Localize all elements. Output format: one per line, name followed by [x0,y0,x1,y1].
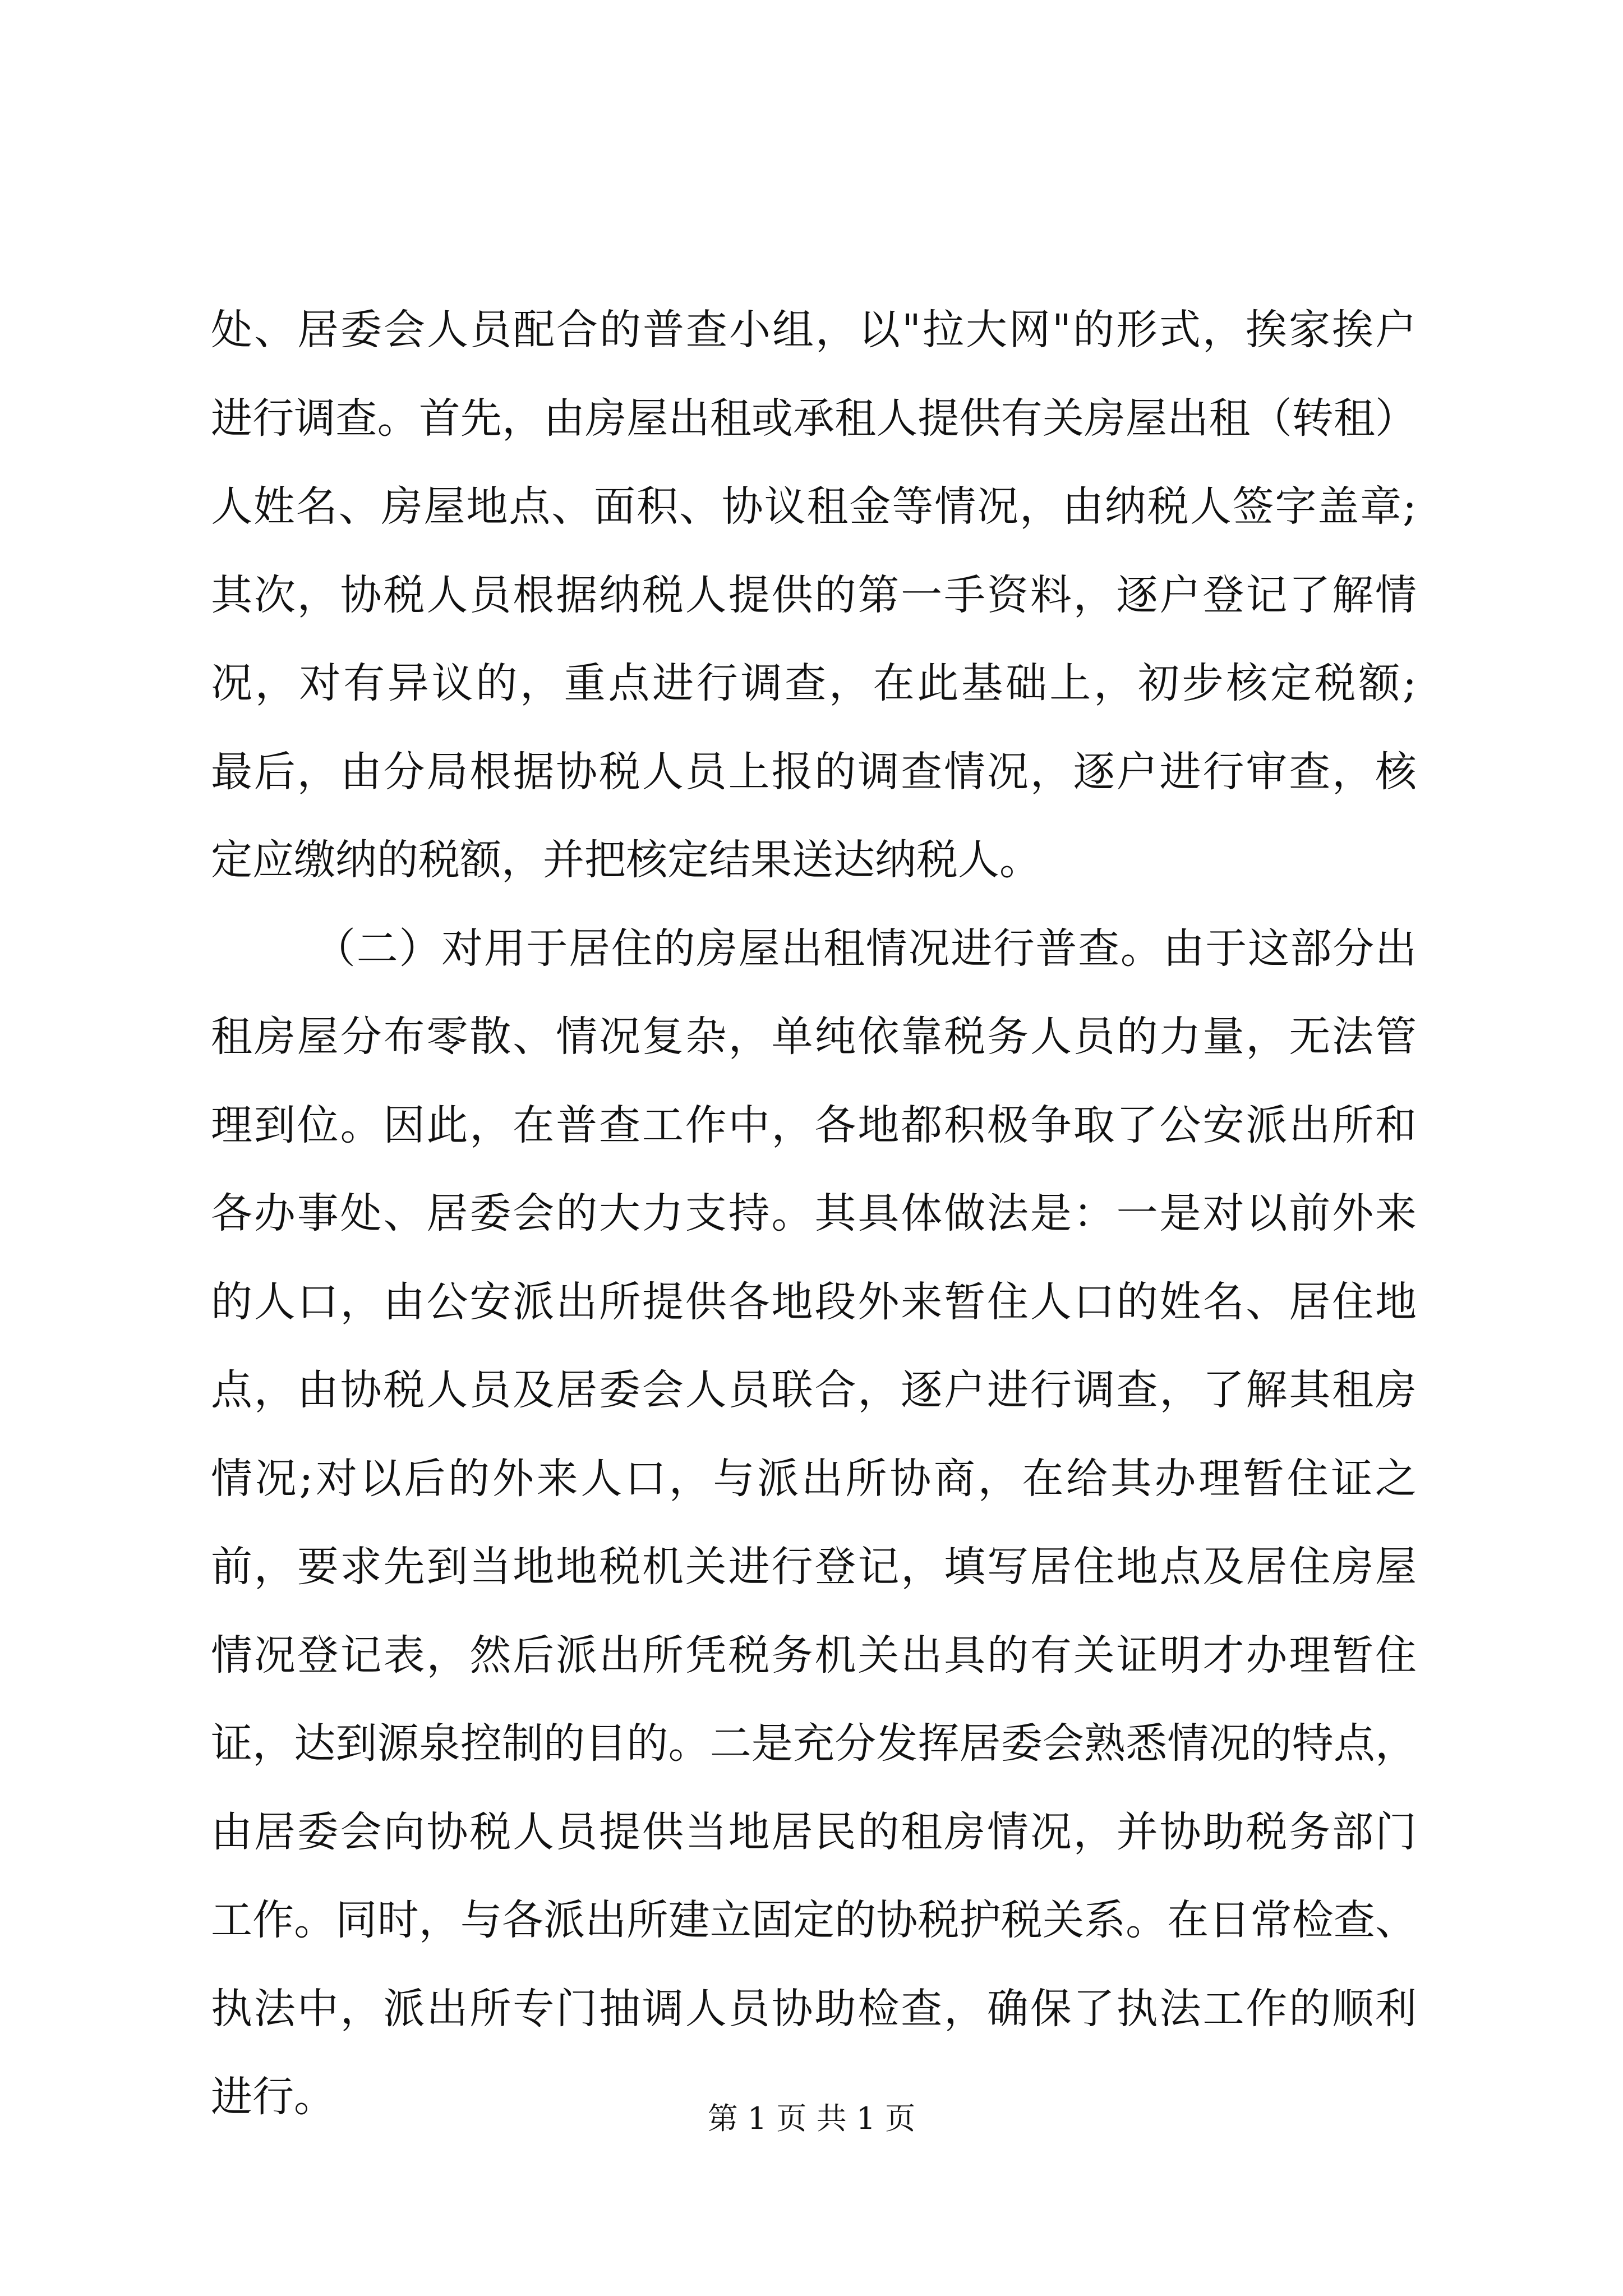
text-line-13: 点，由协税人员及居委会人员联合，逐户进行调查，了解其租房 [211,1366,1417,1414]
text-line-14: 情况;对以后的外来人口，与派出所协商，在给其办理暂住证之 [211,1454,1417,1503]
body-text [211,286,1417,2142]
text-line-3: 人姓名、房屋地点、面积、协议租金等情况，由纳税人签字盖章; [211,482,1417,531]
text-line-4: 其次，协税人员根据纳税人提供的第一手资料，逐户登记了解情 [211,570,1417,619]
text-line-19: 工作。同时，与各派出所建立固定的协税护税关系。在日常检查、 [211,1896,1417,1944]
text-line-11: 各办事处、居委会的大力支持。其具体做法是：一是对以前外来 [211,1189,1417,1237]
page-footer: 第 1 页 共 1 页 [707,2101,916,2136]
text-line-10: 理到位。因此，在普查工作中，各地都积极争取了公安派出所和 [211,1101,1417,1149]
text-line-12: 的人口，由公安派出所提供各地段外来暂住人口的姓名、居住地 [211,1277,1417,1326]
text-line-16: 情况登记表，然后派出所凭税务机关出具的有关证明才办理暂住 [211,1631,1417,1680]
text-line-17: 证，达到源泉控制的目的。二是充分发挥居委会熟悉情况的特点， [211,1719,1417,1768]
paragraph-2-first-line: （二）对用于居住的房屋出租情况进行普查。由于这部分出 [314,924,1417,973]
text-line-5: 况，对有异议的，重点进行调查，在此基础上，初步核定税额; [211,659,1417,707]
text-line-2: 进行调查。首先，由房屋出租或承租人提供有关房屋出租（转租） [211,394,1417,443]
text-line-20: 执法中，派出所专门抽调人员协助检查，确保了执法工作的顺利 [211,1984,1417,2033]
text-line-9: 租房屋分布零散、情况复杂，单纯依靠税务人员的力量，无法管 [211,1013,1417,1061]
text-line-6: 最后，由分局根据协税人员上报的调查情况，逐户进行审查，核 [211,747,1417,796]
text-line-15: 前，要求先到当地地税机关进行登记，填写居住地点及居住房屋 [211,1543,1417,1591]
text-line-1: 处、居委会人员配合的普查小组，以"拉大网"的形式，挨家挨户 [211,306,1417,354]
text-line-18: 由居委会向协税人员提供当地居民的租房情况，并协助税务部门 [211,1807,1417,1856]
text-line-21: 进行。 [211,2073,335,2121]
text-line-7: 定应缴纳的税额，并把核定结果送达纳税人。 [211,836,1041,884]
